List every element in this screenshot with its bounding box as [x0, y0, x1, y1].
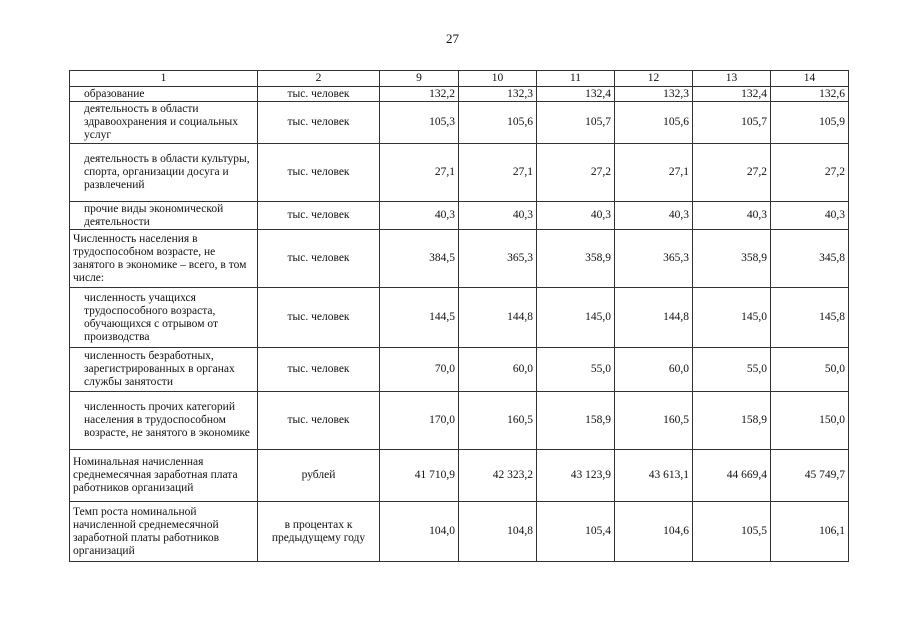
row-value: 40,3: [380, 202, 459, 230]
page-number: 27: [446, 31, 459, 46]
table-row: [70, 144, 849, 202]
table-row: [70, 288, 849, 348]
row-value: 384,5: [380, 230, 459, 288]
row-value: 43 123,9: [537, 450, 615, 502]
header-row: [70, 71, 849, 87]
table-row: [70, 392, 849, 450]
table-row: [70, 102, 849, 144]
row-label: образование: [70, 87, 258, 102]
row-label: деятельность в области здравоохранения и социальных услуг: [70, 102, 258, 144]
row-label: численность прочих категорий населения в трудоспособном возрасте, не занятого в экономике: [70, 392, 258, 450]
row-value: 104,8: [459, 502, 537, 562]
header-cell: 11: [537, 71, 615, 87]
table-row: [70, 450, 849, 502]
row-label: Номинальная начисленная среднемесячная заработная плата работников организаций: [70, 450, 258, 502]
row-value: 41 710,9: [380, 450, 459, 502]
row-value: 105,6: [459, 102, 537, 144]
row-value: 60,0: [615, 348, 693, 392]
row-value: 345,8: [771, 230, 849, 288]
row-value: 365,3: [459, 230, 537, 288]
row-value: 145,0: [537, 288, 615, 348]
header-cell: 12: [615, 71, 693, 87]
row-value: 105,3: [380, 102, 459, 144]
row-value: 42 323,2: [459, 450, 537, 502]
row-value: 27,1: [380, 144, 459, 202]
header-cell: 9: [380, 71, 459, 87]
row-value: 40,3: [771, 202, 849, 230]
row-value: 104,0: [380, 502, 459, 562]
data-table: [69, 70, 849, 562]
row-value: 55,0: [693, 348, 771, 392]
row-unit: рублей: [258, 450, 380, 502]
row-unit: в процентах к предыдущему году: [258, 502, 380, 562]
row-value: 170,0: [380, 392, 459, 450]
table-row: [70, 202, 849, 230]
header-cell: 10: [459, 71, 537, 87]
row-value: 27,1: [615, 144, 693, 202]
row-label: прочие виды экономической деятельности: [70, 202, 258, 230]
table-row: [70, 230, 849, 288]
row-value: 132,4: [693, 87, 771, 102]
row-value: 40,3: [693, 202, 771, 230]
header-cell: 2: [258, 71, 380, 87]
row-label: численность безработных, зарегистрированных в органах службы занятости: [70, 348, 258, 392]
row-value: 358,9: [537, 230, 615, 288]
row-value: 145,0: [693, 288, 771, 348]
row-unit: тыс. человек: [258, 230, 380, 288]
header-cell: 1: [70, 71, 258, 87]
row-unit: тыс. человек: [258, 348, 380, 392]
row-value: 40,3: [615, 202, 693, 230]
row-value: 45 749,7: [771, 450, 849, 502]
row-unit: тыс. человек: [258, 202, 380, 230]
row-value: 27,2: [771, 144, 849, 202]
row-value: 158,9: [693, 392, 771, 450]
row-value: 70,0: [380, 348, 459, 392]
row-value: 105,7: [537, 102, 615, 144]
row-value: 132,3: [459, 87, 537, 102]
row-value: 358,9: [693, 230, 771, 288]
row-value: 50,0: [771, 348, 849, 392]
row-value: 105,5: [693, 502, 771, 562]
row-value: 150,0: [771, 392, 849, 450]
row-unit: тыс. человек: [258, 102, 380, 144]
row-value: 144,8: [459, 288, 537, 348]
row-value: 365,3: [615, 230, 693, 288]
row-label: Темп роста номинальной начисленной среднемесячной заработной платы работников организаций: [70, 502, 258, 562]
row-value: 105,6: [615, 102, 693, 144]
row-value: 40,3: [459, 202, 537, 230]
row-value: 104,6: [615, 502, 693, 562]
row-value: 40,3: [537, 202, 615, 230]
row-value: 27,1: [459, 144, 537, 202]
row-value: 27,2: [537, 144, 615, 202]
table-row: [70, 348, 849, 392]
row-value: 43 613,1: [615, 450, 693, 502]
row-value: 160,5: [459, 392, 537, 450]
row-value: 145,8: [771, 288, 849, 348]
row-value: 106,1: [771, 502, 849, 562]
row-value: 55,0: [537, 348, 615, 392]
row-value: 27,2: [693, 144, 771, 202]
row-value: 105,4: [537, 502, 615, 562]
row-value: 44 669,4: [693, 450, 771, 502]
header-cell: 13: [693, 71, 771, 87]
row-unit: тыс. человек: [258, 392, 380, 450]
row-value: 160,5: [615, 392, 693, 450]
row-value: 60,0: [459, 348, 537, 392]
table-row: [70, 87, 849, 102]
row-unit: тыс. человек: [258, 288, 380, 348]
row-value: 132,6: [771, 87, 849, 102]
row-value: 144,5: [380, 288, 459, 348]
row-value: 158,9: [537, 392, 615, 450]
row-label: деятельность в области культуры, спорта, организации досуга и развлечений: [70, 144, 258, 202]
row-unit: тыс. человек: [258, 87, 380, 102]
table-row: [70, 502, 849, 562]
row-value: 144,8: [615, 288, 693, 348]
row-value: 132,3: [615, 87, 693, 102]
row-value: 105,7: [693, 102, 771, 144]
row-value: 132,2: [380, 87, 459, 102]
header-cell: 14: [771, 71, 849, 87]
row-label: численность учащихся трудоспособного возраста, обучающихся с отрывом от производства: [70, 288, 258, 348]
row-value: 132,4: [537, 87, 615, 102]
row-label: Численность населения в трудоспособном возрасте, не занятого в экономике – всего, в том числе:: [70, 230, 258, 288]
row-value: 105,9: [771, 102, 849, 144]
row-unit: тыс. человек: [258, 144, 380, 202]
